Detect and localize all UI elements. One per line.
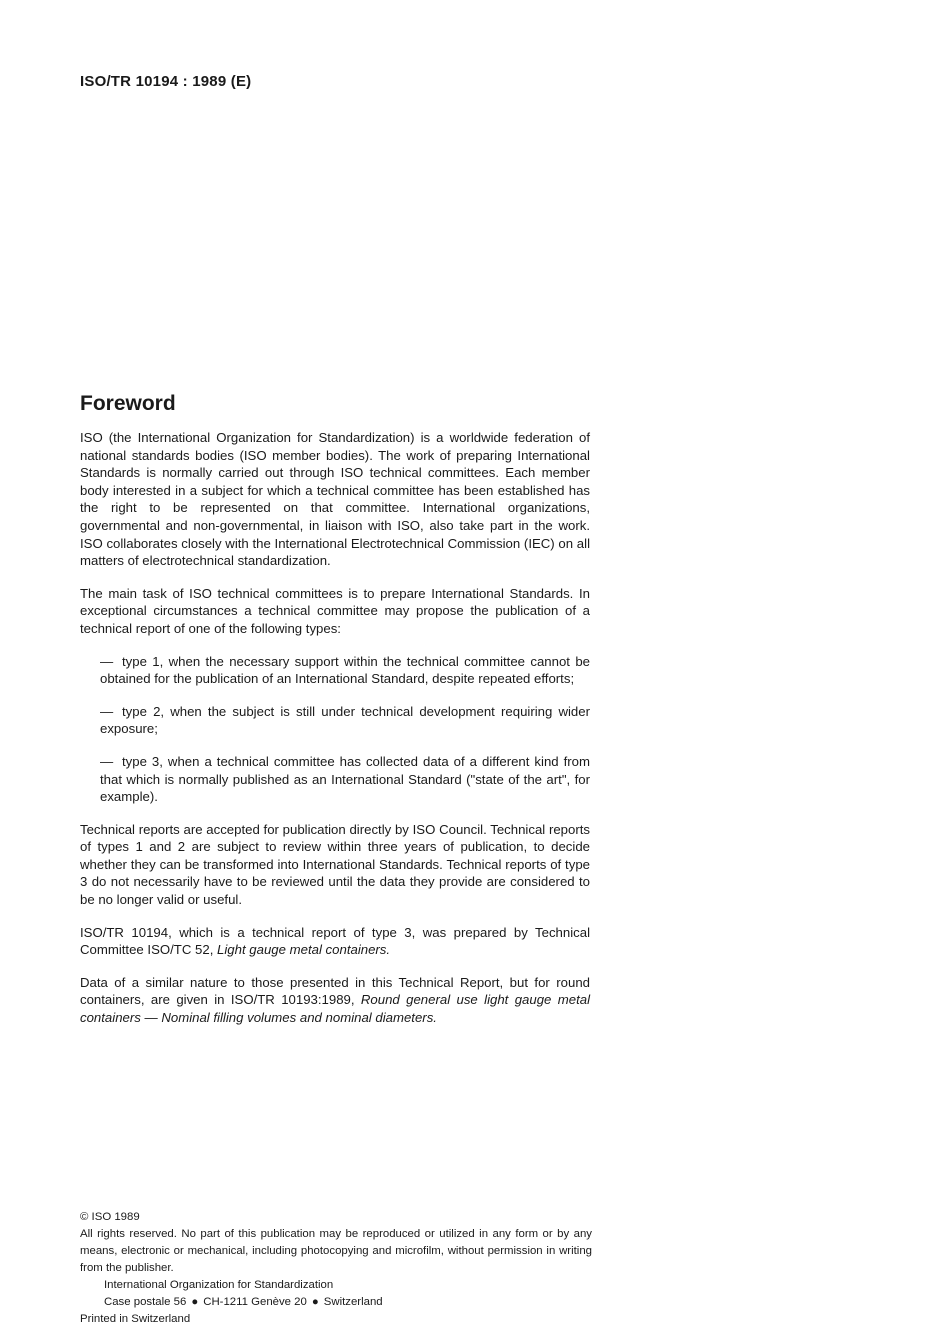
paragraph-prepared-by (80, 924, 590, 959)
prepared-by-text: ISO/TR 10194, which is a technical report of type 3, was prepared by Technical Committee ISO/TC 52, (80, 924, 590, 958)
list-item-type-3 (100, 753, 590, 806)
copyright-line: © ISO 1989 (80, 1211, 140, 1223)
copyright-footer (80, 1209, 592, 1328)
bullet-icon: ● (191, 1296, 199, 1308)
rights-statement: All rights reserved. No part of this publication may be reproduced or utilized in any form or by any means, electronic or mechanical, including photocopying and microfilm, without permission in writing from the publisher. (80, 1228, 592, 1274)
list-item-type-1 (100, 653, 590, 688)
paragraph-iso-description: ISO (the International Organization for Standardization) is a worldwide federation of national standards bodies (ISO member bodies). The work of preparing International Standards is normally carried out through ISO technical committees. Each member body interested in a subject for which a technical committee has been established has the right to be represented on that committee. International organizations, governmental and non-governmental, in liaison with ISO, also take part in the work. ISO collaborates closely with the International Electrotechnical Commission (IEC) on all matters of electrotechnical standardization. (80, 430, 590, 569)
paragraph-main-task: The main task of ISO technical committees is to prepare International Standards. In exceptional circumstances a technical committee may propose the publication of a technical report of one of the following types: (80, 585, 590, 636)
list-item-text: type 1, when the necessary support within the technical committee cannot be obtained for the publication of an International Standard, despite repeated efforts; (100, 653, 590, 687)
related-report-title: Round general use light gauge metal containers — Nominal filling volumes and nominal diameters. (80, 992, 591, 1026)
foreword-section (80, 392, 590, 1042)
document-id-header: ISO/TR 10194 : 1989 (E) (80, 73, 252, 90)
address-country: Switzerland (323, 1296, 383, 1308)
committee-title: Light gauge metal containers. (217, 942, 391, 958)
list-item-type-2 (100, 703, 590, 738)
printed-in: Printed in Switzerland (80, 1313, 191, 1325)
organization-name: International Organization for Standardization (104, 1279, 334, 1291)
organization-address (80, 1294, 592, 1311)
bullet-icon: ● (311, 1296, 319, 1308)
paragraph-related-report (80, 974, 590, 1027)
address-city: CH-1211 Genève 20 (203, 1296, 307, 1308)
list-item-text: type 2, when the subject is still under technical development requiring wider exposure; (100, 703, 590, 737)
paragraph-technical-reports: Technical reports are accepted for publication directly by ISO Council. Technical reports of types 1 and 2 are subject to review within three years of publication, to decide whether they can be transformed into International Standards. Technical reports of type 3 do not necessarily have to be reviewed until the data they provide are considered to be no longer valid or useful. (80, 821, 590, 908)
address-postbox: Case postale 56 (104, 1296, 187, 1308)
dash-marker: — (100, 653, 114, 669)
related-report-text: Data of a similar nature to those presented in this Technical Report, but for round containers, are given in ISO/TR 10193:1989, (80, 974, 590, 1008)
foreword-title: Foreword (80, 392, 176, 415)
list-item-text: type 3, when a technical committee has collected data of a different kind from that which is normally published as an International Standard ("state of the art", for example). (100, 753, 590, 805)
dash-marker: — (100, 703, 114, 719)
dash-marker: — (100, 753, 114, 769)
